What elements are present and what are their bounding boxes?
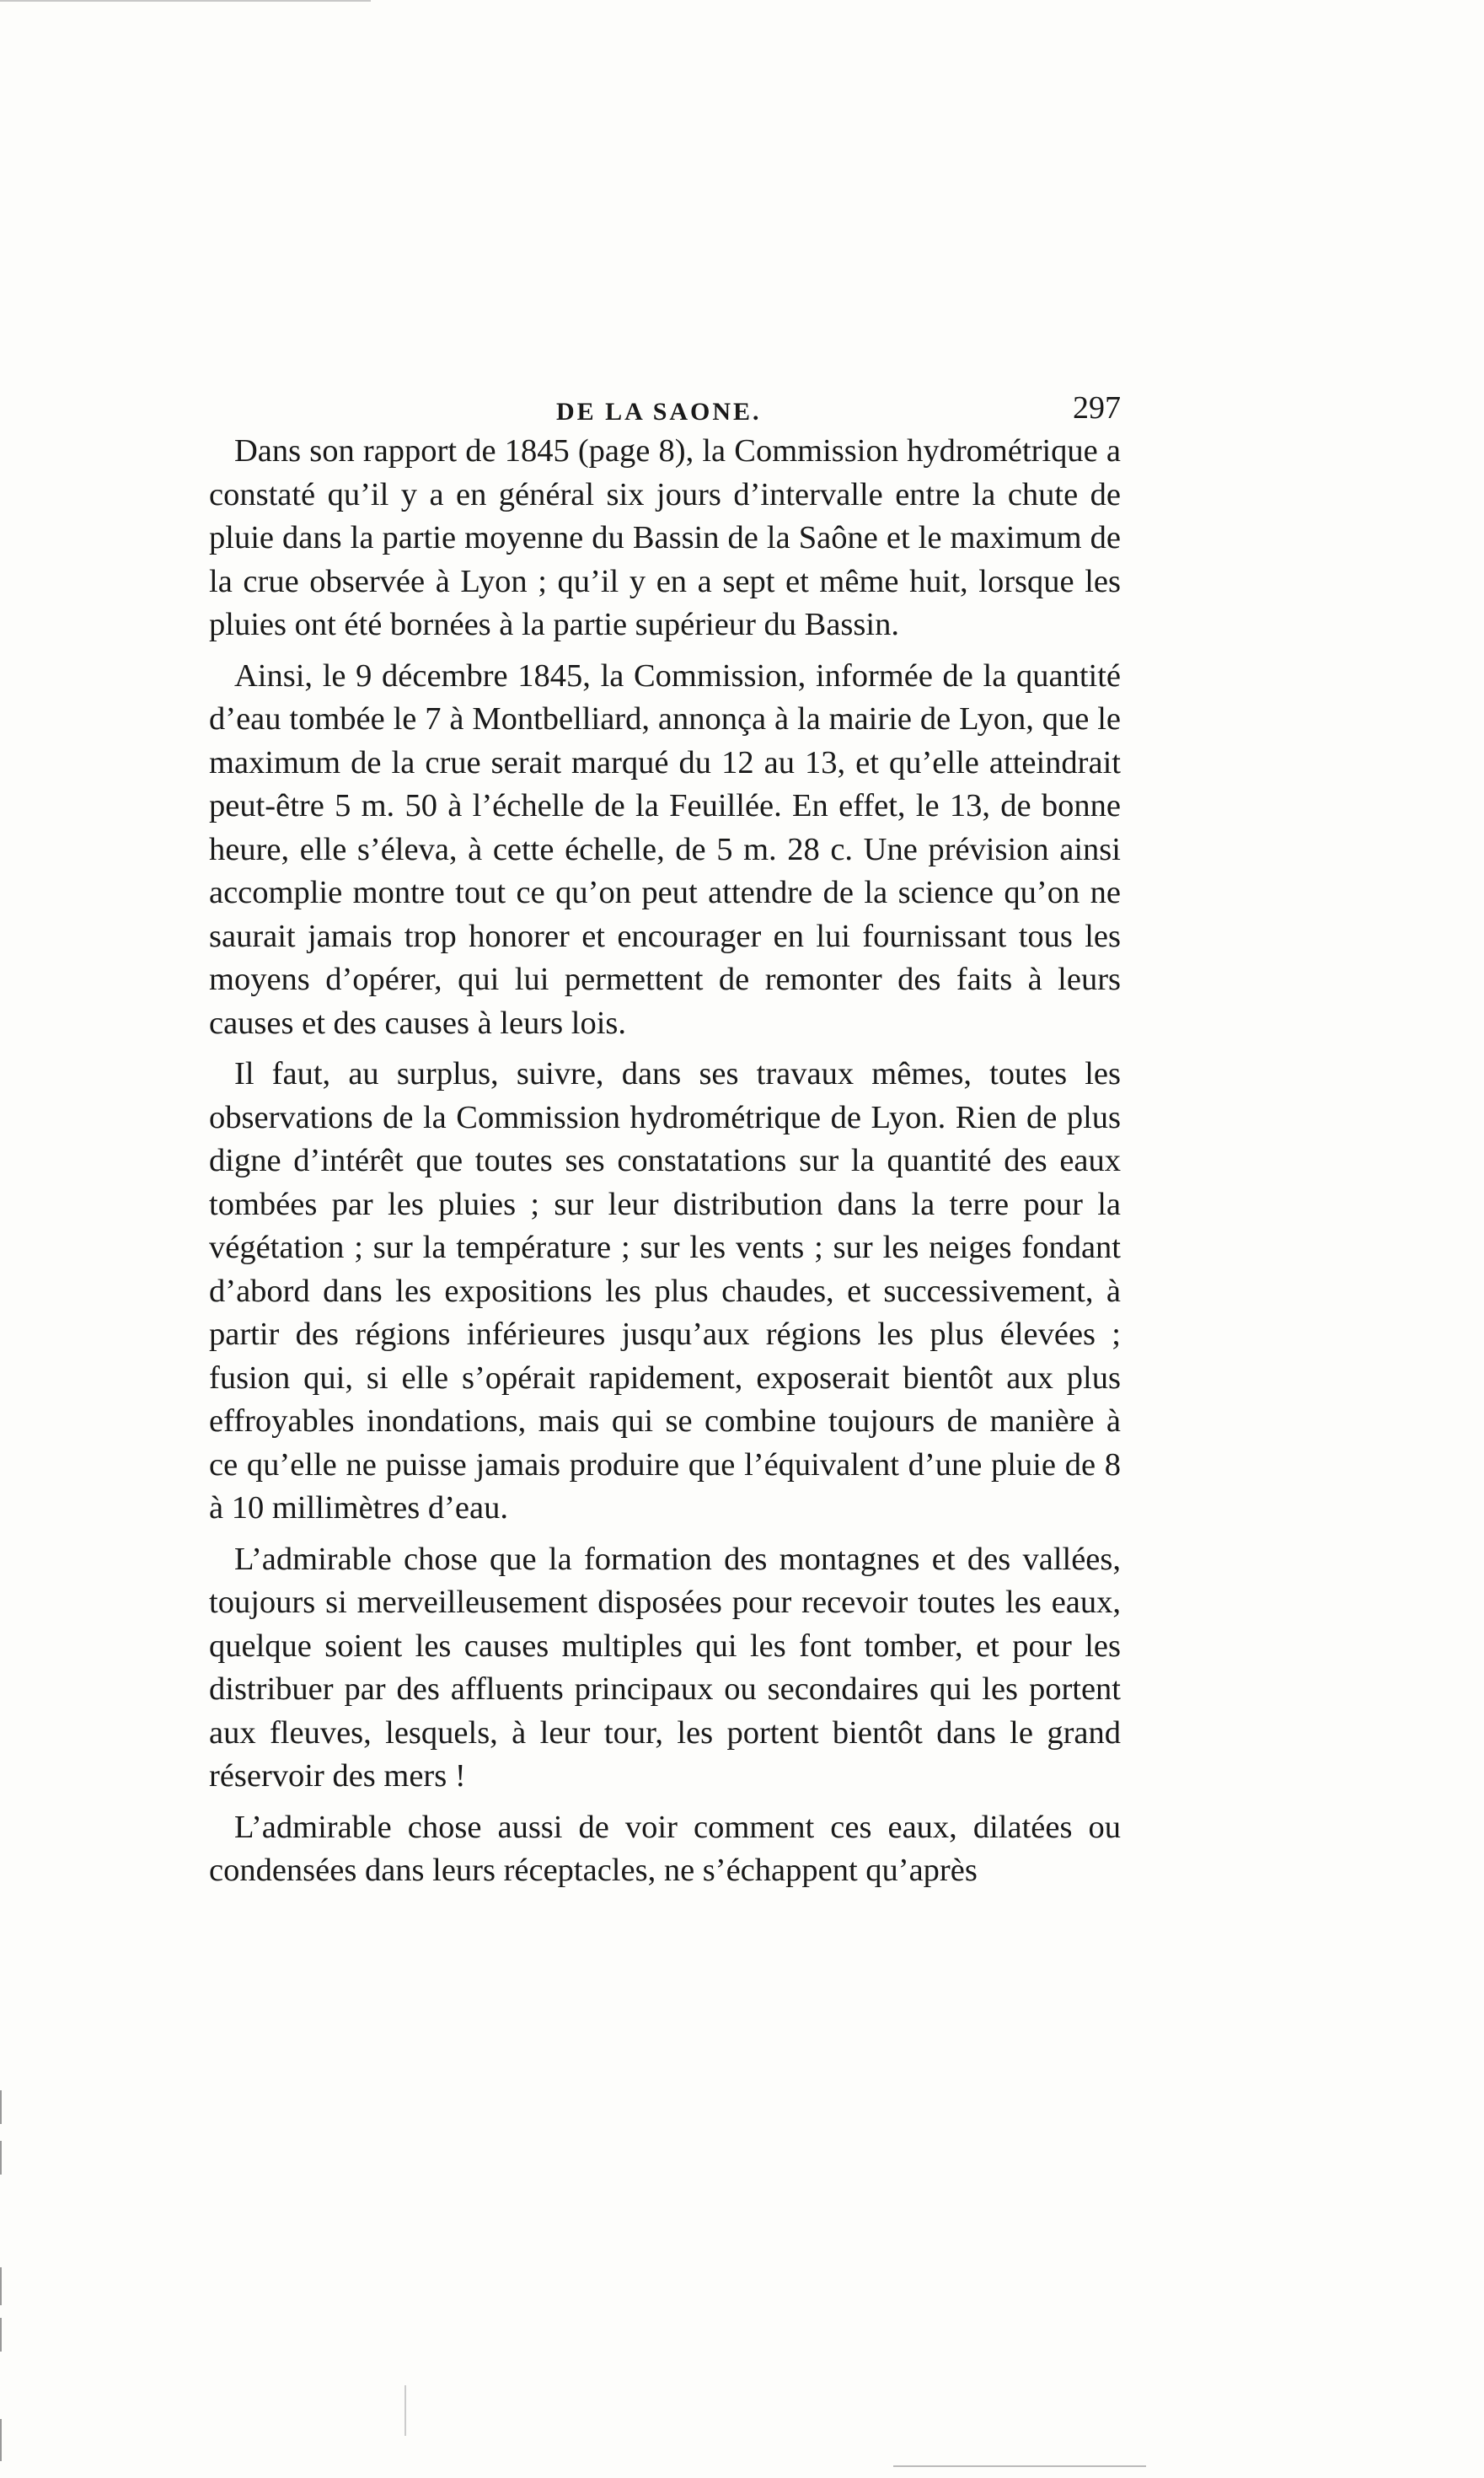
paragraph: Dans son rapport de 1845 (page 8), la Commission hydrométrique a constaté qu’il y a en général six jours d’intervalle entre la chute de pluie dans la partie moyenne du Bassin de la Saône et le maximum de la crue observée à Lyon ; qu’il y en a sept et même huit, lorsque les pluies ont été bornées à la partie supérieur du Bassin. [209, 433, 1121, 642]
body-text [209, 430, 1121, 1901]
running-title: DE LA SAONE. [556, 398, 762, 426]
paragraph: L’admirable chose que la formation des montagnes et des vallées, toujours si merveilleusement disposées pour recevoir toutes les eaux, quelque soient les causes multiples qui les font tomber, et pour les distribuer par des affluents principaux ou secondaires qui les portent aux fleuves, lesquels, à leur tour, les portent bientôt dans le grand réservoir des mers ! [209, 1541, 1121, 1794]
scan-mark [0, 2090, 2, 2124]
scan-mark [0, 0, 371, 2]
scan-mark [0, 2267, 2, 2305]
scan-mark [0, 2141, 2, 2175]
paragraph: Il faut, au surplus, suivre, dans ses travaux mêmes, toutes les observations de la Commission hydrométrique de Lyon. Rien de plus digne d’intérêt que toutes ses constatations sur la quantité des eaux tombées par les pluies ; sur leur distribution dans la terre pour la végétation ; sur la température ; sur les vents ; sur les neiges fondant d’abord dans les expositions les plus chaudes, et successivement, à partir des régions inférieures jusqu’aux régions les plus élevées ; fusion qui, si elle s’opérait rapidement, exposerait bientôt aux plus effroyables inondations, mais qui se combine toujours de manière à ce qu’elle ne puisse jamais produire que l’équivalent d’une pluie de 8 à 10 millimètres d’eau. [209, 1056, 1121, 1526]
page-number: 297 [1073, 390, 1121, 426]
scan-mark [0, 2419, 2, 2461]
scan-mark [404, 2385, 406, 2436]
paragraph: L’admirable chose aussi de voir comment ces eaux, dilatées ou condensées dans leurs réceptacles, ne s’échappent qu’après [209, 1809, 1121, 1888]
scan-mark [893, 2465, 1146, 2467]
scan-mark [0, 2318, 2, 2352]
paragraph: Ainsi, le 9 décembre 1845, la Commission, informée de la quantité d’eau tombée le 7 à Montbelliard, annonça à la mairie de Lyon, que le maximum de la crue serait marqué du 12 au 13, et qu’elle atteindrait peut-être 5 m. 50 à l’échelle de la Feuillée. En effet, le 13, de bonne heure, elle s’éleva, à cette échelle, de 5 m. 28 c. Une prévision ainsi accomplie montre tout ce qu’on peut attendre de la science qu’on ne saurait jamais trop honorer et encourager en lui fournissant tous les moyens d’opérer, qui lui permettent de remonter des faits à leurs causes et des causes à leurs lois. [209, 657, 1121, 1041]
